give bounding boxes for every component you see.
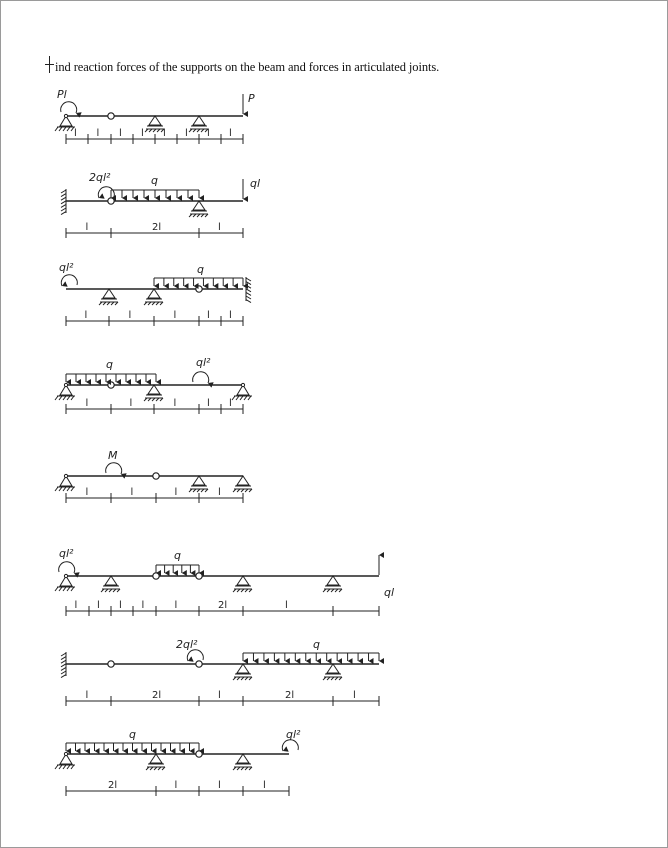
support-hatch (67, 127, 70, 131)
wall-hatch (61, 194, 66, 197)
dimension-label: l (96, 128, 100, 139)
beam-diagrams (1, 1, 667, 847)
wall-hatch (246, 282, 251, 285)
distributed-load (243, 653, 379, 661)
support-pin (64, 474, 67, 477)
support-triangle (327, 576, 339, 585)
dimension-label: l (185, 128, 188, 139)
load-label: ql² (286, 728, 301, 741)
roller-support (323, 664, 342, 680)
dimension-label: l (207, 310, 210, 321)
roller-support (99, 289, 118, 305)
hinge-joint (196, 661, 202, 667)
support-hatch (63, 127, 66, 131)
distributed-load (154, 278, 243, 286)
roller-support (144, 289, 163, 305)
load-label: q (106, 358, 113, 371)
beam-2 (61, 171, 260, 238)
support-hatch (59, 487, 62, 491)
wall-hatch (246, 296, 251, 299)
dimension-label: l (207, 128, 210, 139)
wall-hatch (246, 300, 251, 303)
support-triangle (103, 289, 115, 298)
moment-arrow (61, 275, 77, 286)
load-label: q (197, 263, 204, 276)
support-hatch (71, 396, 74, 400)
roller-support (189, 476, 208, 492)
wall-hatch (61, 671, 66, 674)
dimension-label: l (285, 600, 288, 611)
hinge-joint (108, 113, 114, 119)
support-hatch (59, 396, 62, 400)
load-label: Pl (57, 88, 67, 101)
moment-arrow (106, 463, 122, 474)
load-label: ql² (59, 547, 74, 560)
roller-support (233, 476, 252, 492)
dimension-label: 2l (218, 600, 228, 611)
load-label: q (151, 174, 158, 187)
support-hatch (63, 587, 66, 591)
distributed-load (66, 374, 156, 382)
wall-hatch (246, 289, 251, 292)
beam-8 (55, 728, 301, 796)
dimension-label: l (163, 128, 166, 139)
hinge-joint (108, 198, 114, 204)
hinge-joint (108, 382, 114, 388)
support-hatch (55, 587, 58, 591)
beam-7 (61, 638, 379, 706)
dimension-label: l (229, 128, 232, 139)
dimension-label: l (85, 487, 89, 498)
support-triangle (148, 289, 160, 298)
moment-arrow (187, 650, 203, 661)
wall-hatch (61, 208, 66, 211)
load-label: 2ql² (89, 171, 111, 184)
hinge-joint (153, 573, 159, 579)
moment-arrow (98, 187, 114, 198)
beam-1 (55, 88, 255, 144)
support-pin (64, 752, 67, 755)
support-hatch (55, 127, 58, 131)
roller-support (189, 201, 208, 217)
dimension-line (66, 310, 243, 326)
support-pin (64, 114, 67, 117)
wall-hatch (61, 675, 66, 678)
wall-hatch (61, 657, 66, 660)
wall-hatch (246, 292, 251, 295)
problem-statement-text: ind reaction forces of the supports on the beam and forces in articulated joints. (55, 60, 440, 74)
support-hatch (55, 396, 58, 400)
hinge-joint (196, 751, 202, 757)
fixed-wall (246, 277, 251, 303)
dimension-label: l (263, 780, 266, 791)
dimension-line (66, 600, 379, 616)
dimension-label: 2l (285, 690, 295, 701)
support-hatch (244, 396, 247, 400)
wall-hatch (61, 201, 66, 204)
load-label: 2ql² (176, 638, 198, 651)
dimension-label: l (353, 690, 356, 701)
support-hatch (67, 396, 70, 400)
dimension-label: l (141, 600, 145, 611)
dimension-label: l (74, 128, 77, 139)
support-triangle (237, 754, 249, 763)
load-label: q (129, 728, 136, 741)
support-hatch (59, 587, 62, 591)
support-hatch (71, 765, 74, 769)
dimension-label: l (218, 690, 221, 701)
support-pin (64, 383, 67, 386)
wall-hatch (61, 197, 66, 200)
support-hatch (63, 765, 66, 769)
dimension-label: l (85, 398, 89, 409)
distributed-load (111, 190, 199, 198)
dimension-line (66, 690, 379, 706)
dimension-label: 2l (152, 690, 162, 701)
pin-support (55, 574, 75, 591)
dimension-line (66, 780, 289, 796)
dimension-label: l (207, 398, 210, 409)
dimension-label: l (85, 690, 89, 701)
load-label: ql (250, 177, 261, 190)
dimension-label: l (119, 128, 122, 139)
wall-hatch (61, 660, 66, 663)
dimension-label: l (141, 128, 144, 139)
support-triangle (105, 576, 117, 585)
support-hatch (59, 765, 62, 769)
load-label: q (174, 549, 181, 562)
roller-support (145, 116, 164, 132)
dimension-label: l (130, 487, 134, 498)
support-pin (64, 574, 67, 577)
moment-arrow (61, 102, 77, 113)
dimension-label: l (174, 600, 178, 611)
support-hatch (59, 127, 62, 131)
dimension-line (66, 222, 243, 238)
load-label: ql² (196, 356, 211, 369)
wall-hatch (61, 204, 66, 207)
load-label: q (313, 638, 320, 651)
support-triangle (149, 116, 161, 125)
wall-hatch (246, 285, 251, 288)
roller-support (233, 664, 252, 680)
pin-support (232, 383, 252, 400)
support-hatch (63, 487, 66, 491)
dimension-label: l (174, 780, 178, 791)
support-triangle (193, 476, 205, 485)
dimension-label: l (119, 600, 122, 611)
support-hatch (248, 396, 251, 400)
dimension-label: l (97, 600, 100, 611)
wall-hatch (61, 212, 66, 215)
wall-hatch (61, 653, 66, 656)
dimension-label: l (173, 398, 177, 409)
dimension-label: l (128, 310, 132, 321)
dimension-label: l (174, 487, 178, 498)
pin-support (55, 383, 75, 400)
hinge-joint (196, 573, 202, 579)
support-pin (241, 383, 244, 386)
support-hatch (63, 396, 66, 400)
roller-support (146, 754, 165, 770)
support-triangle (193, 116, 205, 125)
support-hatch (67, 765, 70, 769)
dimension-label: l (218, 780, 221, 791)
support-hatch (236, 396, 239, 400)
dimension-line (66, 398, 243, 414)
distributed-load (66, 743, 199, 751)
support-hatch (55, 765, 58, 769)
moment-arrow (193, 372, 209, 383)
support-triangle (237, 664, 249, 673)
support-triangle (193, 201, 205, 210)
wall-hatch (61, 190, 66, 193)
pin-support (55, 752, 75, 769)
roller-support (233, 754, 252, 770)
dimension-label: l (74, 600, 78, 611)
beam-3 (59, 261, 251, 326)
moment-arrow (282, 740, 298, 751)
dimension-label: l (229, 398, 232, 409)
roller-support (233, 576, 252, 592)
dimension-label: l (85, 222, 89, 233)
support-hatch (55, 487, 58, 491)
dimension-label: 2l (152, 222, 162, 233)
dimension-line (66, 487, 243, 503)
support-hatch (71, 587, 74, 591)
dimension-label: l (218, 222, 221, 233)
support-hatch (67, 487, 70, 491)
fixed-wall (61, 652, 66, 678)
support-triangle (150, 754, 162, 763)
roller-support (323, 576, 342, 592)
support-hatch (71, 487, 74, 491)
dimension-label: l (173, 310, 177, 321)
fixed-wall (61, 189, 66, 215)
beam-4 (55, 356, 252, 414)
support-hatch (232, 396, 235, 400)
wall-hatch (246, 278, 251, 281)
support-triangle (237, 476, 249, 485)
support-hatch (240, 396, 243, 400)
support-triangle (148, 385, 160, 394)
dimension-label: l (129, 398, 133, 409)
wall-hatch (61, 667, 66, 670)
pin-support (55, 474, 75, 491)
hinge-joint (153, 473, 159, 479)
roller-support (189, 116, 208, 132)
support-triangle (327, 664, 339, 673)
load-label: P (248, 92, 255, 105)
moment-arrow (59, 562, 75, 573)
load-label: ql² (59, 261, 74, 274)
beam-5 (55, 449, 252, 503)
wall-hatch (61, 664, 66, 667)
dimension-label: l (218, 487, 221, 498)
hinge-joint (108, 661, 114, 667)
roller-support (101, 576, 120, 592)
load-label: ql (384, 586, 395, 599)
support-hatch (67, 587, 70, 591)
load-label: M (108, 449, 118, 462)
pin-support (55, 114, 75, 131)
dimension-label: 2l (108, 780, 118, 791)
dimension-label: l (84, 310, 88, 321)
roller-support (144, 385, 163, 401)
dimension-label: l (229, 310, 232, 321)
distributed-load (156, 565, 199, 573)
beam-6 (55, 547, 394, 616)
support-triangle (237, 576, 249, 585)
hinge-joint (196, 286, 202, 292)
